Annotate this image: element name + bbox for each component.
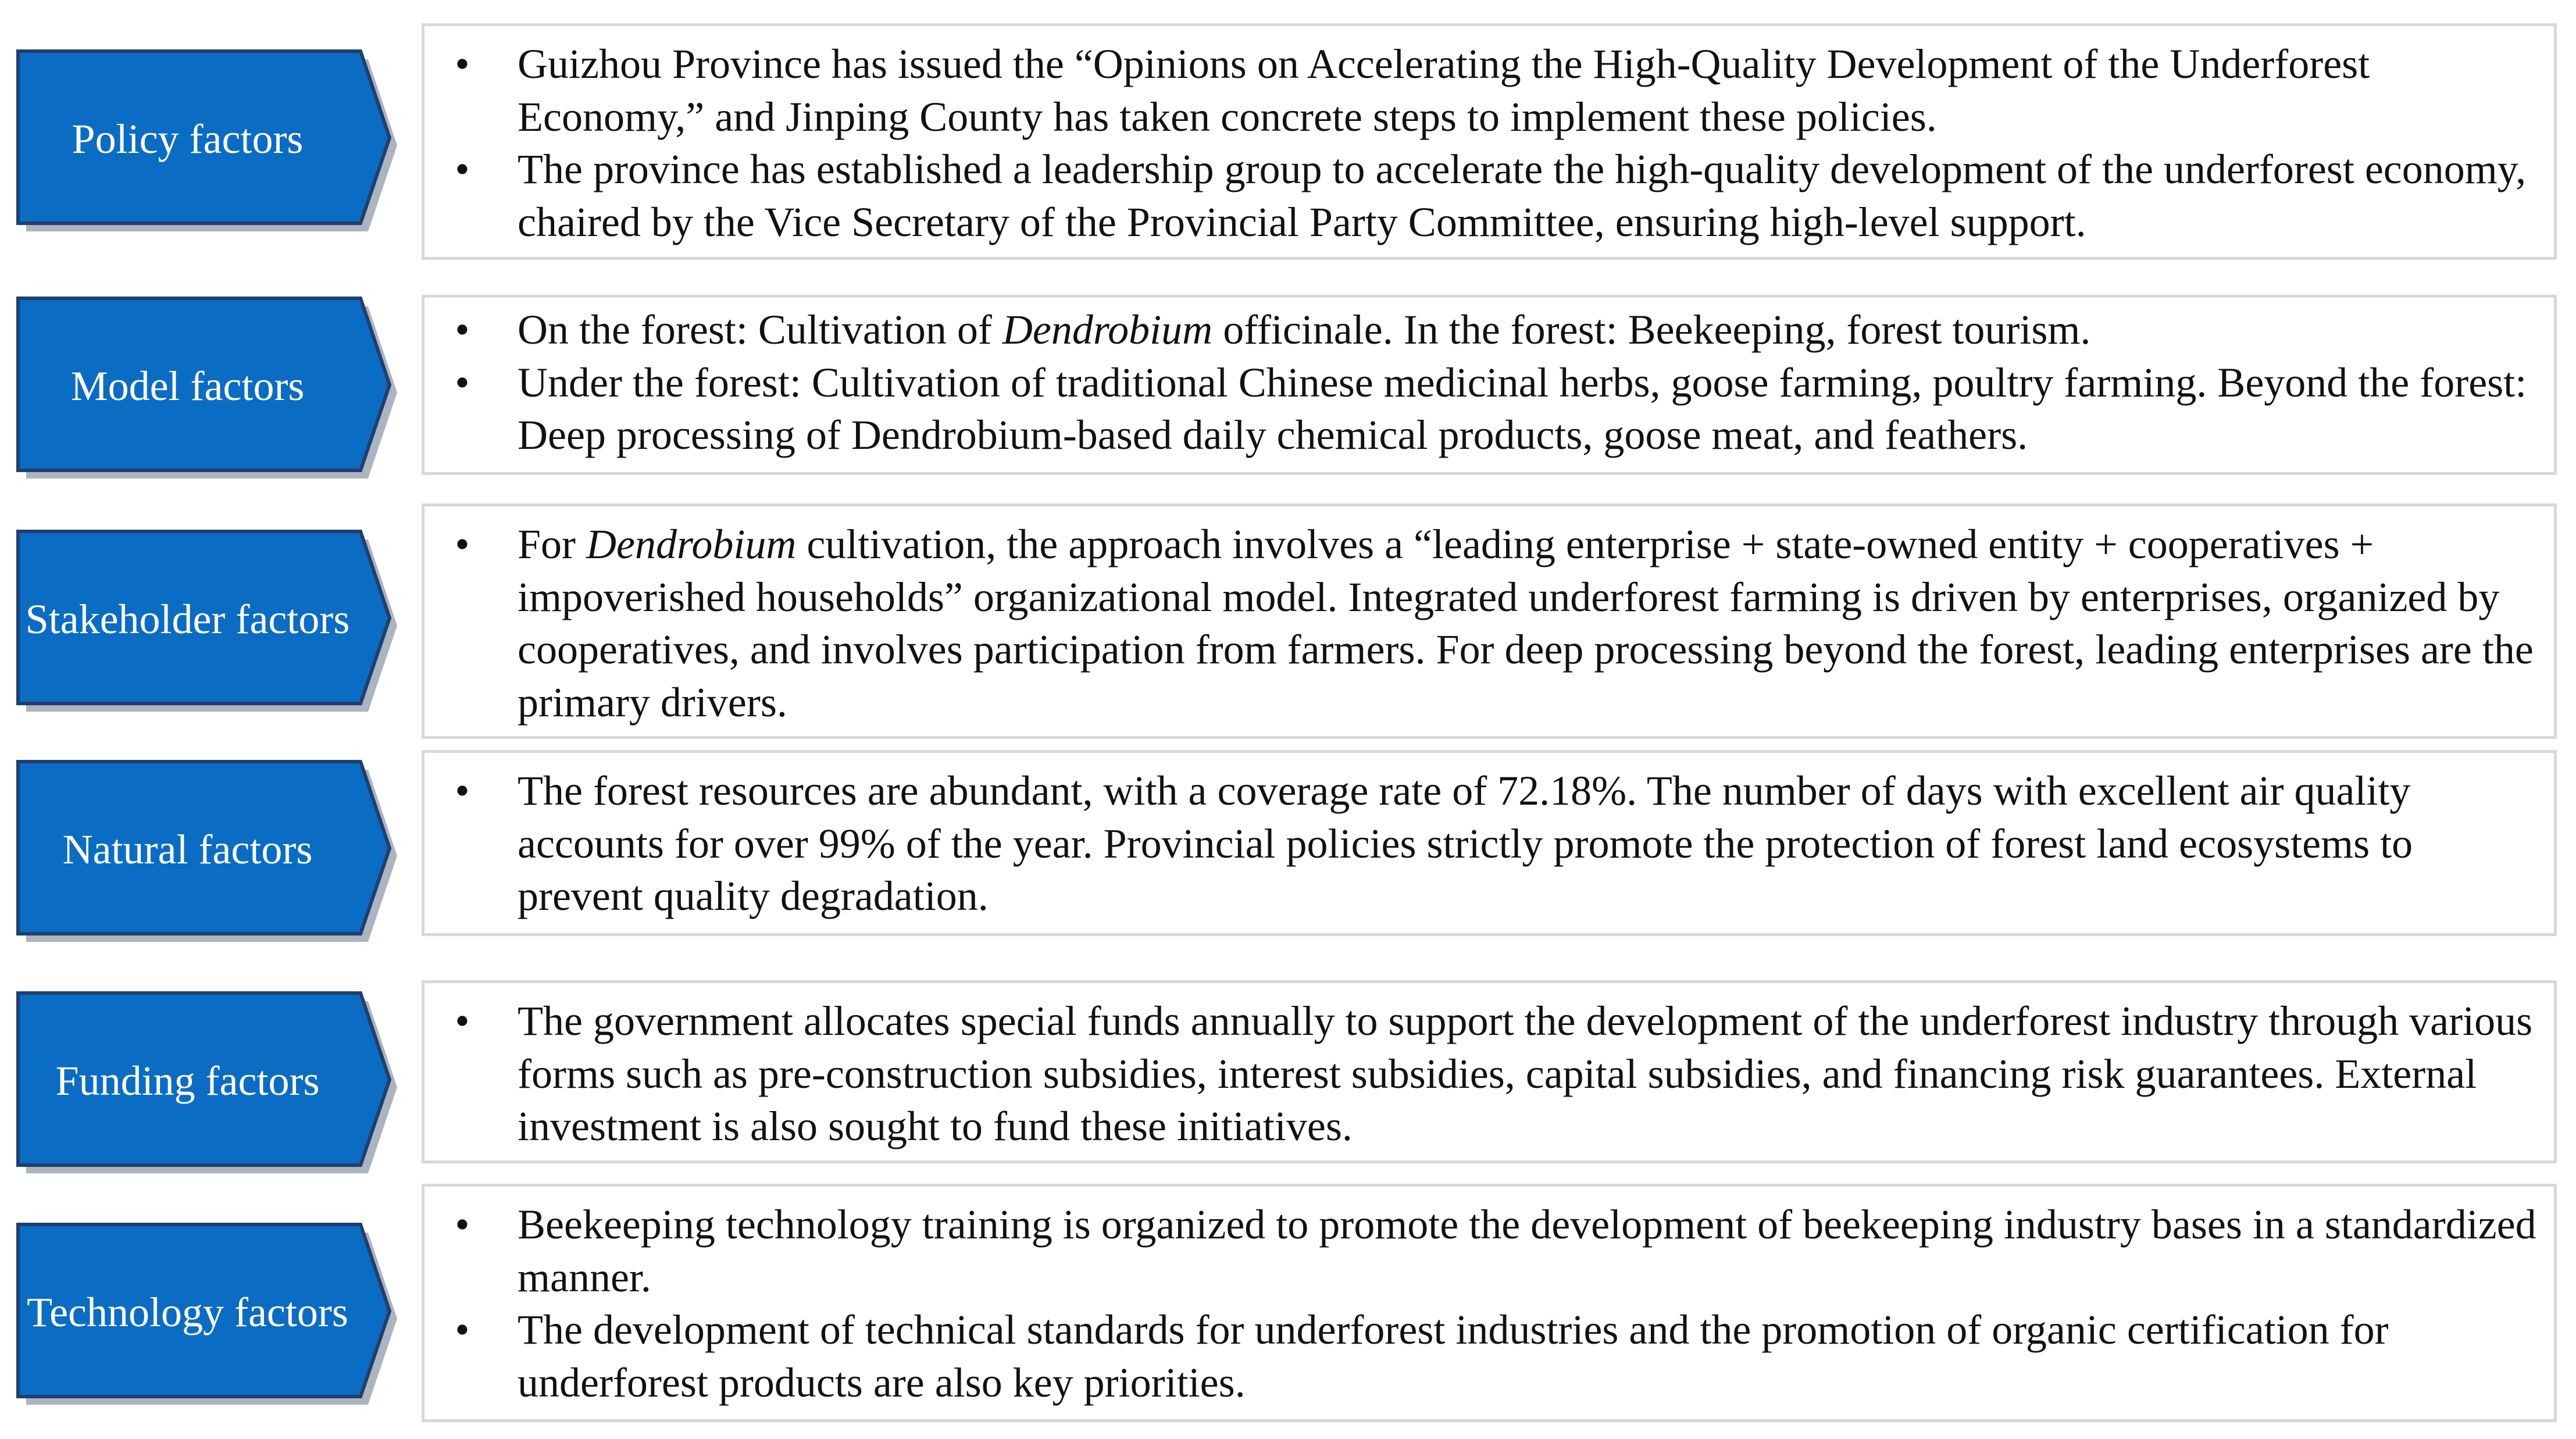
list-item: [424, 143, 2554, 248]
bullet-dot: •: [455, 306, 470, 353]
bullet-dot: •: [455, 521, 470, 567]
bullet-dot: •: [455, 1306, 470, 1353]
stakeholder-content-box: [422, 504, 2557, 739]
funding-content-box: [422, 980, 2557, 1163]
list-item: [424, 303, 2554, 356]
bullet-text: The forest resources are abundant, with a coverage rate of 72.18%. The number of days with excellent air quality accounts for over 99% of the year. Provincial policies strictly promote the protection of forest land ecosystems to prevent quality degradation.: [518, 767, 2413, 919]
list-item: [424, 1198, 2554, 1304]
bullet-text: Beekeeping technology training is organized to promote the development of beekeeping industry bases in a standardized manner.: [518, 1201, 2536, 1301]
natural-label: Natural factors: [62, 826, 313, 873]
policy-label: Policy factors: [72, 116, 304, 162]
list-item: [424, 1304, 2554, 1409]
bullet-dot: •: [455, 359, 470, 406]
list-item: [424, 38, 2554, 143]
bullet-dot: •: [455, 146, 470, 192]
list-item: [424, 518, 2554, 729]
list-item: [424, 356, 2554, 462]
policy-content-box: [422, 23, 2557, 260]
natural-content-box: [422, 750, 2557, 936]
bullet-text: On the forest: Cultivation of Dendrobium officinale. In the forest: Beekeeping, forest tourism.: [518, 306, 2091, 353]
funding-label: Funding factors: [55, 1058, 320, 1104]
technology-content-box: [422, 1184, 2557, 1422]
bullet-text: For Dendrobium cultivation, the approach involves a “leading enterprise + state-owned entity + cooperatives + impoverished households” organizational model. Integrated underforest farming is driven by enterprises, organized by cooperatives, and involves participation from farmers. For deep processing beyond the forest, leading enterprises are the primary drivers.: [518, 521, 2534, 726]
list-item: [424, 765, 2554, 923]
italic-genus: Dendrobium: [1002, 306, 1213, 353]
bullet-dot: •: [455, 41, 470, 87]
bullet-dot: •: [455, 1201, 470, 1248]
bullet-dot: •: [455, 998, 470, 1044]
stakeholder-label: Stakeholder factors: [25, 596, 350, 642]
bullet-dot: •: [455, 767, 470, 814]
technology-label: Technology factors: [27, 1289, 348, 1336]
bullet-text: The government allocates special funds annually to support the development of the underforest industry through various forms such as pre-construction subsidies, interest subsidies, capital subsidies, and financing risk guarantees. External investment is also sought to fund these initiatives.: [518, 998, 2533, 1149]
bullet-text: Guizhou Province has issued the “Opinions on Accelerating the High-Quality Development of the Underforest Economy,” and Jinping County has taken concrete steps to implement these policies.: [518, 41, 2370, 140]
italic-genus: Dendrobium: [586, 521, 797, 567]
bullet-text: The development of technical standards for underforest industries and the promotion of organic certification for underforest products are also key priorities.: [518, 1306, 2389, 1406]
model-label: Model factors: [70, 363, 305, 409]
list-item: [424, 995, 2554, 1153]
model-content-box: [422, 295, 2557, 475]
bullet-text: The province has established a leadership group to accelerate the high-quality development of the underforest economy, chaired by the Vice Secretary of the Provincial Party Committee, ensuring high-level support.: [518, 146, 2527, 245]
bullet-text: Under the forest: Cultivation of traditional Chinese medicinal herbs, goose farming, poultry farming. Beyond the forest: Deep processing of Dendrobium-based daily chemical products, goose meat, and feathers.: [518, 359, 2527, 458]
